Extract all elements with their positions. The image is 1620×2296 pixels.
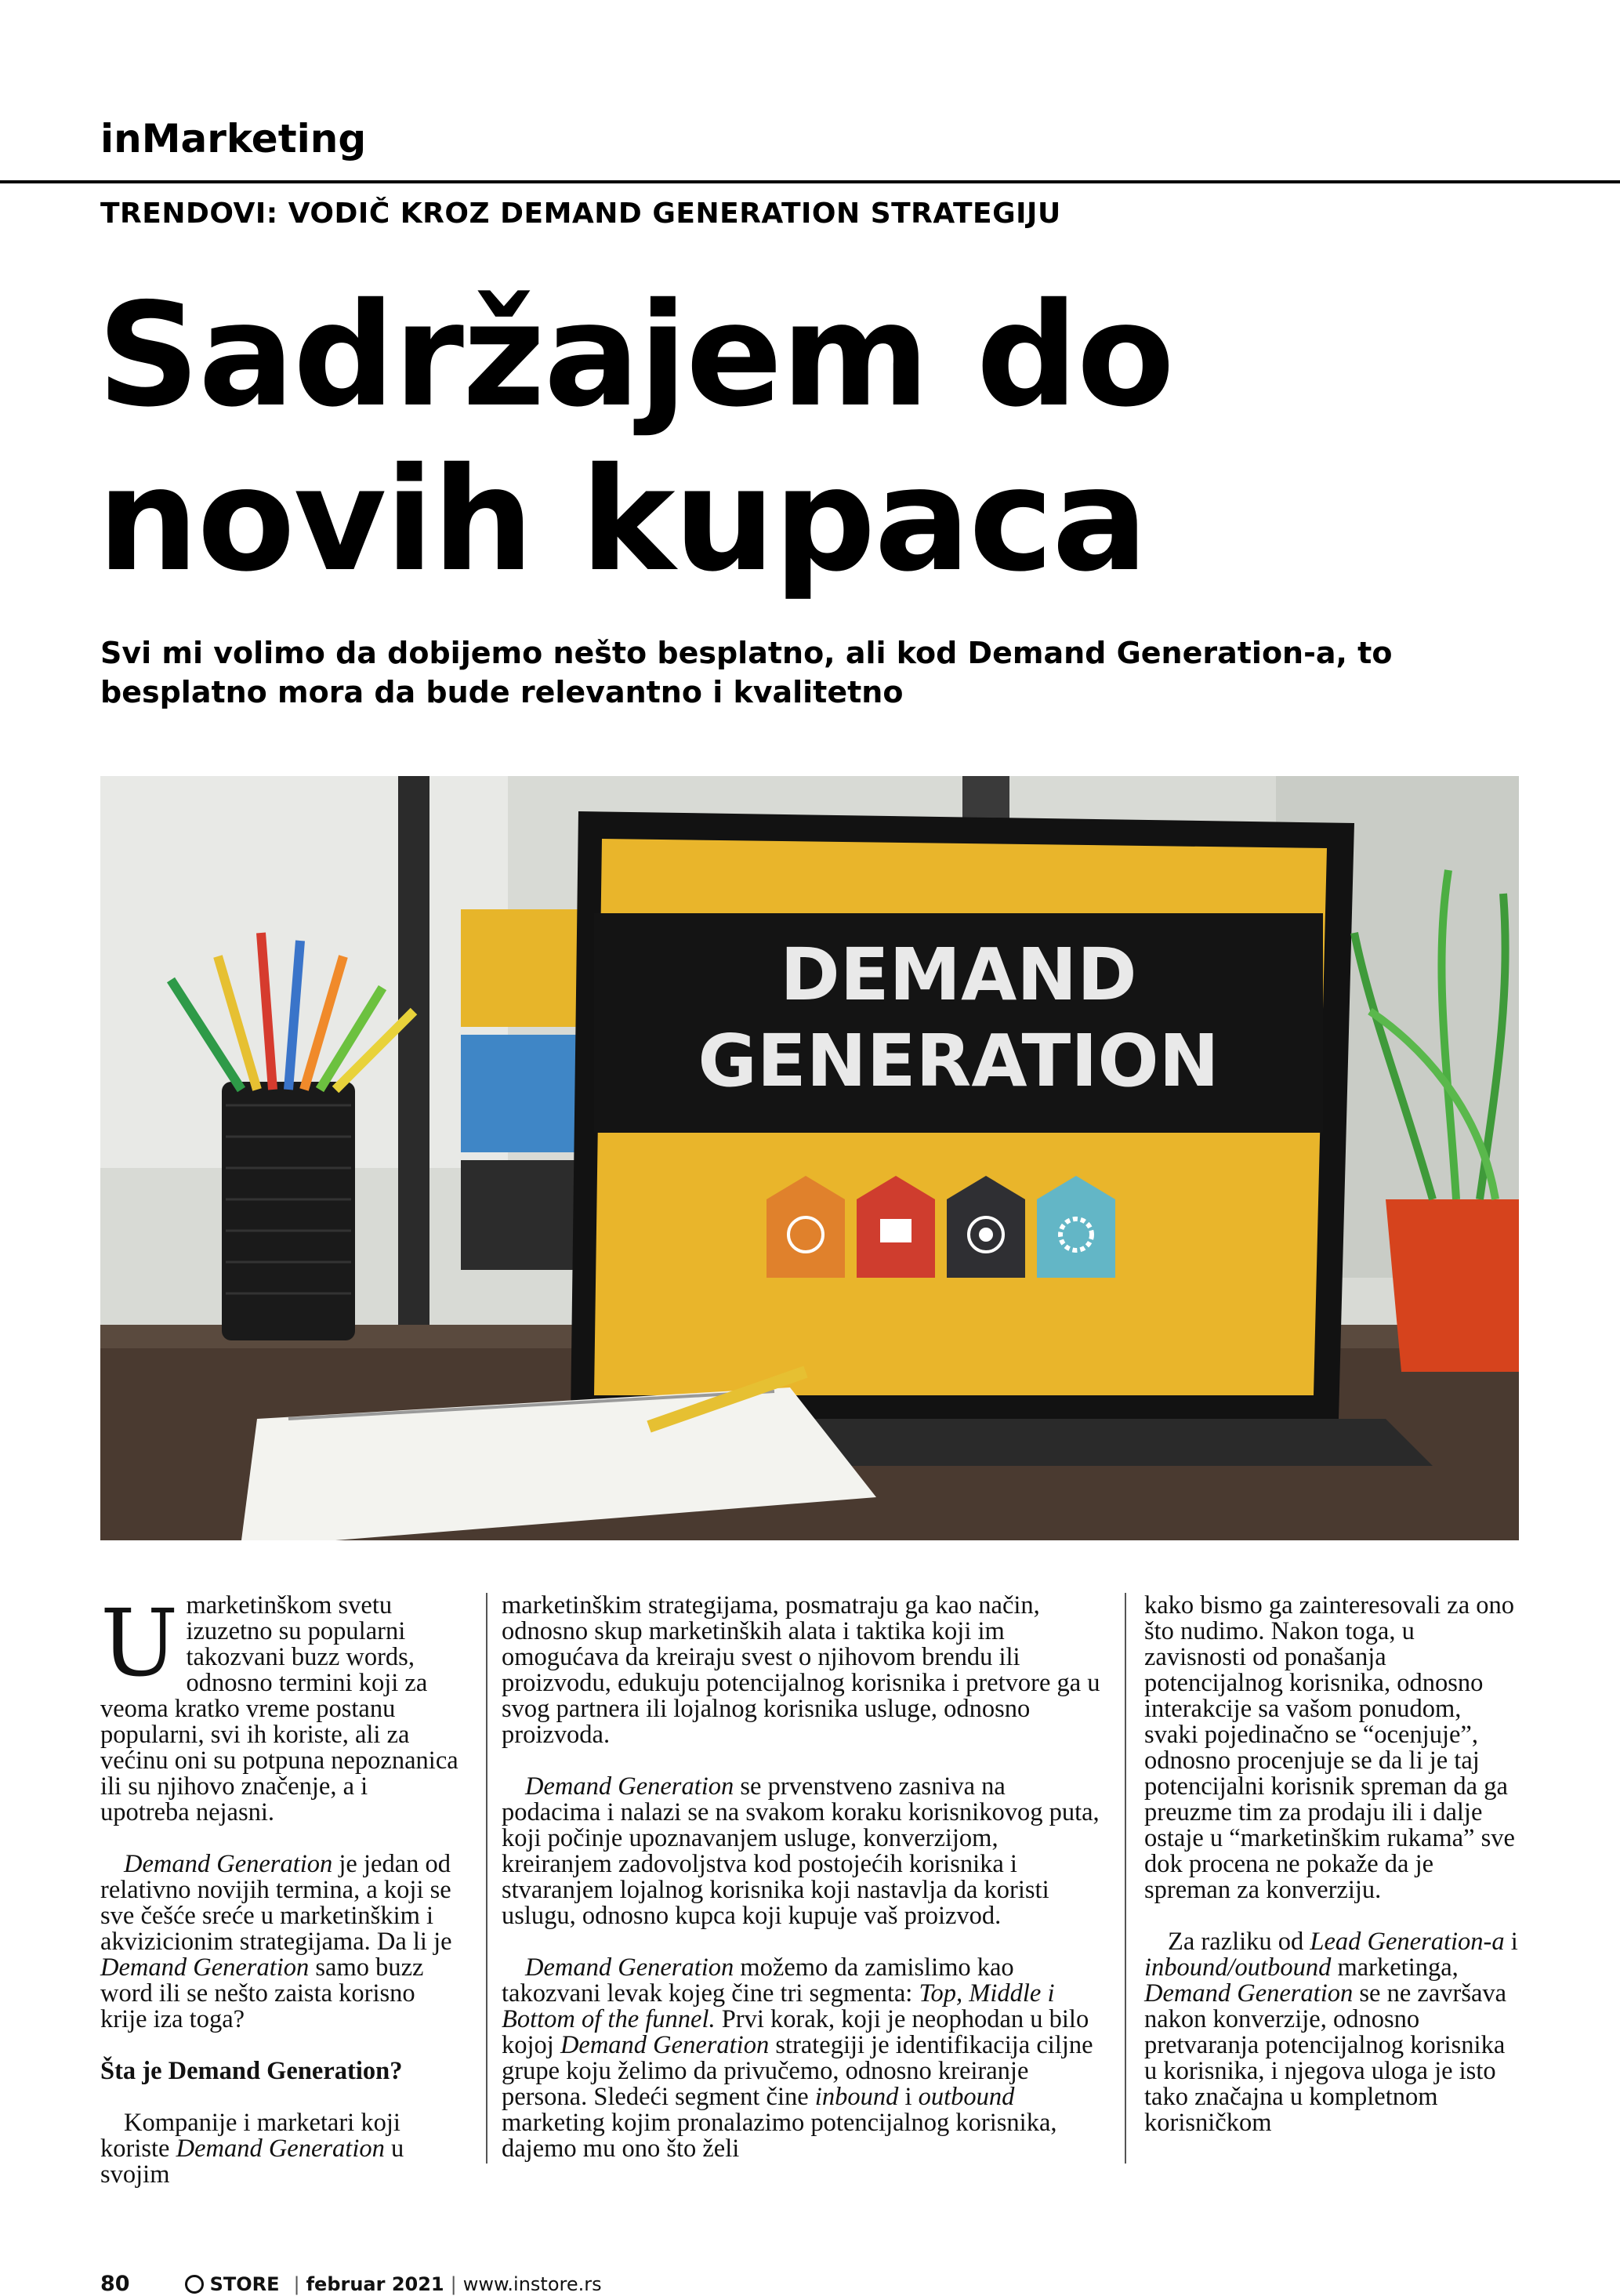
page-footer (100, 2272, 602, 2296)
paragraph: Za razliku od Lead Generation-a i inbound/outbound marketinga, Demand Generation se ne završava nakon konverzije, odnosno pretvaranja potencijalnog korisnika u korisnika, i njegova uloga je isto tako značajna u kompletnom korisničkom (1144, 1928, 1518, 2137)
headline (97, 273, 1547, 602)
column-1 (100, 1589, 461, 2214)
divider: | (293, 2272, 300, 2295)
paragraph: Demand Generation možemo da zamislimo kao takozvani levak kojeg čine tri segmenta: Top, Middle i Bottom of the funnel. Prvi korak, koji je neophodan u bilo kojoj Demand Generation strategiji je identifikacija ciljne grupe koju želimo da privučemo, odnosno kreiranje persona. Sledeći segment čine inbound i outbound marketing kojim pronalazimo potencijalnog korisnika, dajemo mu ono što želi (502, 1953, 1093, 2163)
column-divider (486, 1593, 487, 2164)
screen-text-2: GENERATION (698, 1019, 1220, 1103)
paragraph: kako bismo ga zainteresovali za ono što nudimo. Nakon toga, u zavisnosti od ponašanja potencijalnog korisnika, odnosno interakcije sa vašom ponudom, svaki pojedinačno se “ocenjuje”, odnosno procenjuje se da li je taj potencijalni korisnik spreman da ga preuzme tim za prodaju ili i dalje ostaje u “marketinškim rukama” sve dok procena ne pokaže da je spreman za konverziju. (1144, 1591, 1515, 1904)
brand-name: STORE (209, 2272, 280, 2295)
issue-date: februar 2021 (306, 2272, 444, 2295)
divider: | (450, 2272, 457, 2295)
headline-line-2: novih kupaca (97, 437, 1147, 603)
headline-line-1: Sadržajem do (97, 272, 1173, 438)
drop-cap: U (100, 1589, 179, 1697)
hero-image (100, 776, 1519, 1540)
lead-paragraph: Svi mi volimo da dobijemo nešto besplatno, ali kod Demand Generation-a, to besplatno mora da bude relevantno i kvalitetno (100, 636, 1393, 709)
column-3 (1144, 1593, 1520, 2162)
section-name: inMarketing (100, 116, 367, 161)
header-rule (0, 180, 1620, 183)
page-number: 80 (100, 2272, 130, 2296)
yellow-block (461, 909, 578, 1027)
blue-block (461, 1035, 578, 1152)
website-url: www.instore.rs (462, 2272, 602, 2295)
paragraph: Demand Generation je jedan od relativno novijih termina, a koji se sve češće sreće u marketinškim i akvizicionim strategijama. Da li je Demand Generation samo buzz word ili se nešto zaista korisno krije iza toga? (100, 1850, 452, 2033)
laptop (492, 811, 1433, 1466)
subheading: Šta je Demand Generation? (100, 2057, 403, 2085)
column-divider (1125, 1593, 1126, 2164)
paragraph: Demand Generation se prvenstveno zasniva na podacima i nalazi se na svakom koraku korisnikovog puta, koji počinje upoznavanjem usluge, konverzijom, kreiranjem zadovoljstva kod postojećih korisnika i stvaranjem lojalnog korisnika koji nastavlja da koristi uslugu, odnosno kupca koji kupuje vaš proizvod. (502, 1772, 1100, 1930)
column-2 (502, 1593, 1105, 2188)
paragraph: marketinškim strategijama, posmatraju ga kao način, odnosno skup marketinških alata i taktika koji im omogućava da kreiraju svest o njihovom brendu ili proizvodu, edukuju potencijalnog korisnika i pretvore ga u svog partnera ili lojalnog korisnika usluge, odnosno proizvoda. (502, 1591, 1100, 1749)
store-logo-icon (185, 2275, 204, 2294)
kicker: TRENDOVI: VODIČ KROZ DEMAND GENERATION STRATEGIJU (100, 198, 1061, 230)
paragraph: Kompanije i marketari koji koriste Demand Generation u svojim (100, 2109, 404, 2189)
paragraph: Umarketinškom svetu izuzetno su popularni takozvani buzz words, odnosno termini koji za veoma kratko vreme postanu popularni, svi ih koriste, ali za većinu oni su potpuna nepoznanica ili su njihovo značenje, a i upotreba nejasni. (100, 1589, 458, 1826)
screen-text-1: DEMAND (780, 933, 1137, 1017)
